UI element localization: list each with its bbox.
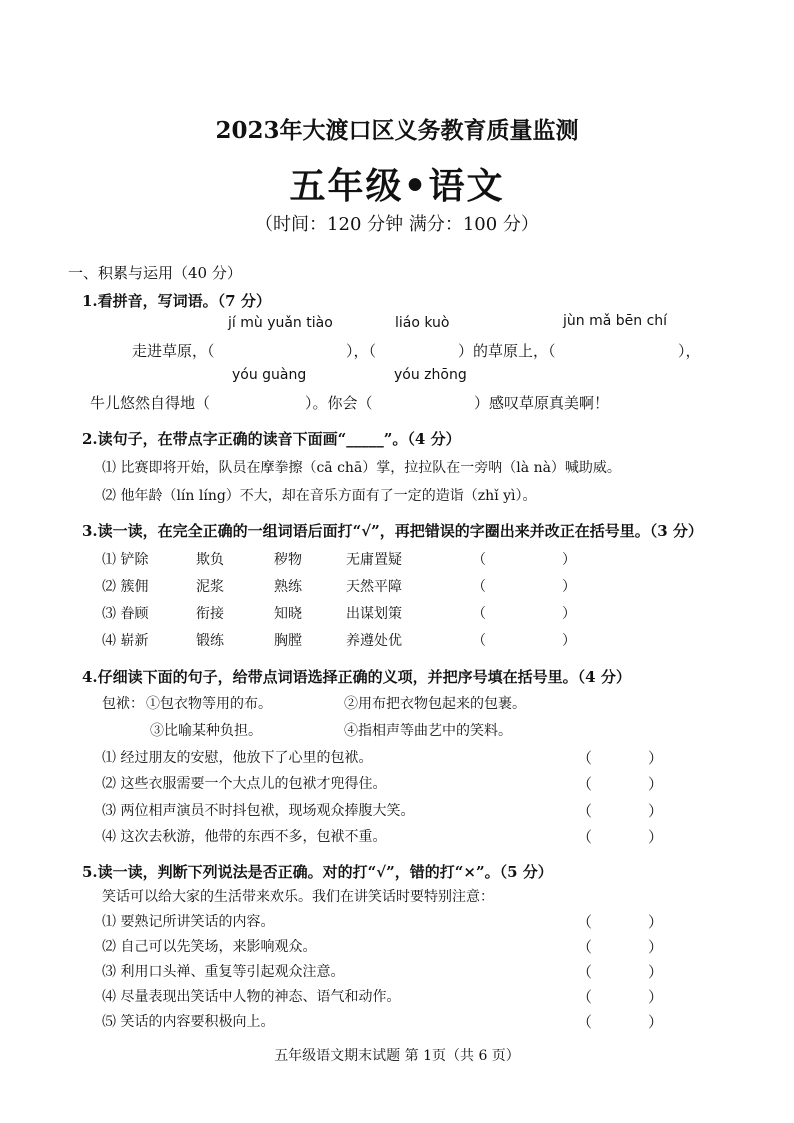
- q3-row2-word4: 天然平障: [346, 579, 402, 595]
- q3-row2-bracket-close: ）: [562, 579, 576, 595]
- q5-item-5: ⑸ 笑话的内容要积极向上。: [102, 1014, 275, 1030]
- q4-item-2: ⑵ 这些衣服需要一个大点儿的包袱才兜得住。: [102, 776, 387, 792]
- q3-row1-word1: ⑴ 铲除: [102, 552, 149, 568]
- q1-line2-part2: ）。你会（: [305, 394, 373, 412]
- section-heading: 一、积累与运用（40 分）: [68, 264, 242, 282]
- q1-pinyin-5: yóu zhōng: [394, 367, 467, 383]
- q5-item-4: ⑷ 尽量表现出笑话中人物的神态、语气和动作。: [102, 989, 401, 1005]
- q3-row1-bracket-open[interactable]: （: [472, 552, 486, 568]
- page-footer: 五年级语文期末试题 第 1页（共 6 页）: [274, 1048, 520, 1064]
- q3-row2-bracket-open[interactable]: （: [472, 579, 486, 595]
- q1-pinyin-1: jí mù yuǎn tiào: [228, 315, 333, 331]
- q3-row3-word3: 知晓: [274, 606, 302, 622]
- q1-line2-part3: ）感叹草原真美啊！: [474, 394, 610, 412]
- q5-item4-bracket-close: ）: [648, 988, 664, 1006]
- q4-item-4: ⑷ 这次去秋游，他带的东西不多，包袱不重。: [102, 829, 387, 845]
- q3-row1-word2: 欺负: [196, 552, 224, 568]
- q4-item2-bracket-close: ）: [648, 775, 664, 793]
- q1-pinyin-3: jùn mǎ bēn chí: [563, 313, 668, 329]
- q4-item1-bracket-open[interactable]: （: [577, 749, 593, 767]
- q5-item3-bracket-close: ）: [648, 963, 664, 981]
- q3-row1-bracket-close: ）: [562, 552, 576, 568]
- q1-pinyin-2: liáo kuò: [395, 315, 450, 331]
- q3-row3-word2: 衔接: [196, 606, 224, 622]
- q3-row4-word1: ⑷ 崭新: [102, 633, 149, 649]
- q4-item4-bracket-open[interactable]: （: [577, 828, 593, 846]
- q3-row4-word4: 养遵处优: [346, 633, 402, 649]
- q5-item2-bracket-open[interactable]: （: [577, 938, 593, 956]
- exam-title: 2023年大渡口区义务教育质量监测: [215, 117, 579, 144]
- q4-item2-bracket-open[interactable]: （: [577, 775, 593, 793]
- q5-item1-bracket-open[interactable]: （: [577, 913, 593, 931]
- q2-stem: 2.读句子，在带点字正确的读音下面画“_____”。（4 分）: [82, 430, 461, 448]
- q3-row2-word3: 熟练: [274, 579, 302, 595]
- q5-item1-bracket-close: ）: [648, 913, 664, 931]
- q5-intro: 笑话可以给大家的生活带来欢乐。我们在讲笑话时要特别注意：: [102, 889, 494, 905]
- q1-stem: 1.看拼音，写词语。（7 分）: [82, 292, 271, 310]
- q4-item3-bracket-close: ）: [648, 802, 664, 820]
- exam-time-score: （时间：120 分钟 满分：100 分）: [255, 214, 539, 235]
- q3-row4-bracket-open[interactable]: （: [472, 633, 486, 649]
- q1-line1-part2: ），（: [346, 342, 377, 360]
- q3-row2-word1: ⑵ 簇佣: [102, 579, 149, 595]
- q4-item-3: ⑶ 两位相声演员不时抖包袱，现场观众捧腹大笑。: [102, 803, 415, 819]
- q3-row3-bracket-open[interactable]: （: [472, 606, 486, 622]
- q4-item1-bracket-close: ）: [648, 749, 664, 767]
- q3-stem: 3.读一读，在完全正确的一组词语后面打“√”，再把错误的字圈出来并改正在括号里。（3 分）: [82, 522, 703, 540]
- q5-item-1: ⑴ 要熟记所讲笑话的内容。: [102, 914, 275, 930]
- q3-row2-word2: 泥浆: [196, 579, 224, 595]
- q3-row1-word3: 秽物: [274, 552, 302, 568]
- q4-item3-bracket-open[interactable]: （: [577, 802, 593, 820]
- q1-line1-part4: ），: [678, 342, 701, 360]
- q5-item2-bracket-close: ）: [648, 938, 664, 956]
- q2-item-2: ⑵ 他年龄（lín líng）不大，却在音乐方面有了一定的造诣（zhǐ yì）。: [102, 488, 537, 504]
- q3-row4-bracket-close: ）: [562, 633, 576, 649]
- q5-item-2: ⑵ 自己可以先笑场，来影响观众。: [102, 939, 317, 955]
- q3-row4-word3: 胸膛: [274, 633, 302, 649]
- q3-row1-word4: 无庸置疑: [346, 552, 402, 568]
- q4-def-3: ③比喻某种负担。: [150, 723, 262, 739]
- q4-item4-bracket-close: ）: [648, 828, 664, 846]
- q1-pinyin-4: yóu guàng: [232, 367, 307, 383]
- q1-line1-part1: 走进草原，（: [132, 342, 215, 360]
- q3-row3-word4: 出谋划策: [346, 606, 402, 622]
- q5-item-3: ⑶ 利用口头禅、重复等引起观众注意。: [102, 964, 345, 980]
- q4-def-1: ①包衣物等用的布。: [146, 696, 272, 712]
- q3-row4-word2: 锻练: [196, 633, 224, 649]
- q5-item5-bracket-open[interactable]: （: [577, 1013, 593, 1031]
- q4-stem: 4.仔细读下面的句子，给带点词语选择正确的义项，并把序号填在括号里。（4 分）: [82, 668, 631, 686]
- q3-row3-word1: ⑶ 眷顾: [102, 606, 149, 622]
- q5-item3-bracket-open[interactable]: （: [577, 963, 593, 981]
- q4-item-1: ⑴ 经过朋友的安慰，他放下了心里的包袱。: [102, 750, 373, 766]
- q4-def-4: ④指相声等曲艺中的笑料。: [344, 723, 512, 739]
- q2-item-1: ⑴ 比赛即将开始，队员在摩拳擦（cā chā）掌，拉拉队在一旁呐（là nà）喊助威。: [102, 460, 621, 476]
- q1-line1-part3: ）的草原上，（: [458, 342, 556, 360]
- q4-def-label: 包袱：: [102, 696, 144, 712]
- q5-stem: 5.读一读，判断下列说法是否正确。对的打“√”，错的打“×”。（5 分）: [82, 863, 553, 881]
- q3-row3-bracket-close: ）: [562, 606, 576, 622]
- q4-def-2: ②用布把衣物包起来的包裹。: [344, 696, 526, 712]
- exam-subject: 五年级•语文: [289, 165, 505, 207]
- q1-line2-part1: 牛儿悠然自得地（: [90, 394, 211, 412]
- q5-item5-bracket-close: ）: [648, 1013, 664, 1031]
- q5-item4-bracket-open[interactable]: （: [577, 988, 593, 1006]
